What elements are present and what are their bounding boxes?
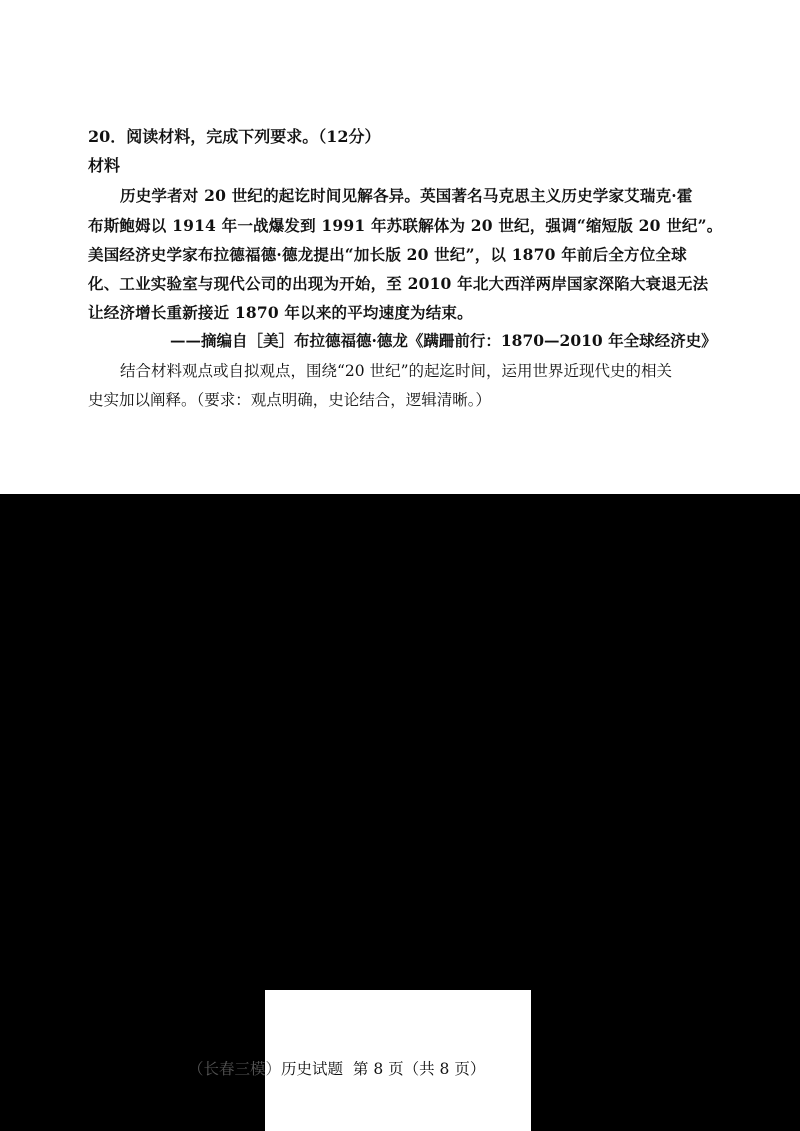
material-source: ——摘编自［美］布拉德福德·德龙《蹒跚前行：1870—2010 年全球经济史》 (170, 331, 717, 350)
material-line-1: 历史学者对 20 世纪的起讫时间见解各异。英国著名马克思主义历史学家艾瑞克·霍 (120, 186, 693, 205)
requirement-line-2: 史实加以阐释。（要求：观点明确，史论结合，逻辑清晰。） (88, 391, 492, 409)
footer-exam-name: （长春三模） (188, 1060, 282, 1078)
material-line-4: 化、工业实验室与现代公司的出现为开始，至 2010 年北大西洋两岸国家深陷大衰退无法 (88, 274, 709, 293)
material-line-2: 布斯鲍姆以 1914 年一战爆发到 1991 年苏联解体为 20 世纪，强调“缩短版 20 世纪”。 (88, 216, 723, 235)
material-line-3: 美国经济史学家布拉德福德·德龙提出“加长版 20 世纪”，以 1870 年前后全方位全球 (88, 245, 687, 264)
footer-subject: 历史试题 (281, 1060, 344, 1078)
question-title: 20．阅读材料，完成下列要求。（12分） (88, 127, 381, 146)
page-footer (188, 1057, 485, 1079)
requirement-line-1: 结合材料观点或自拟观点，围绕“20 世纪”的起迄时间，运用世界近现代史的相关 (120, 362, 673, 380)
material-line-5: 让经济增长重新接近 1870 年以来的平均速度为结束。 (88, 303, 473, 322)
footer-page-number: 第 8 页（共 8 页） (352, 1060, 486, 1078)
material-label: 材料 (88, 156, 121, 175)
